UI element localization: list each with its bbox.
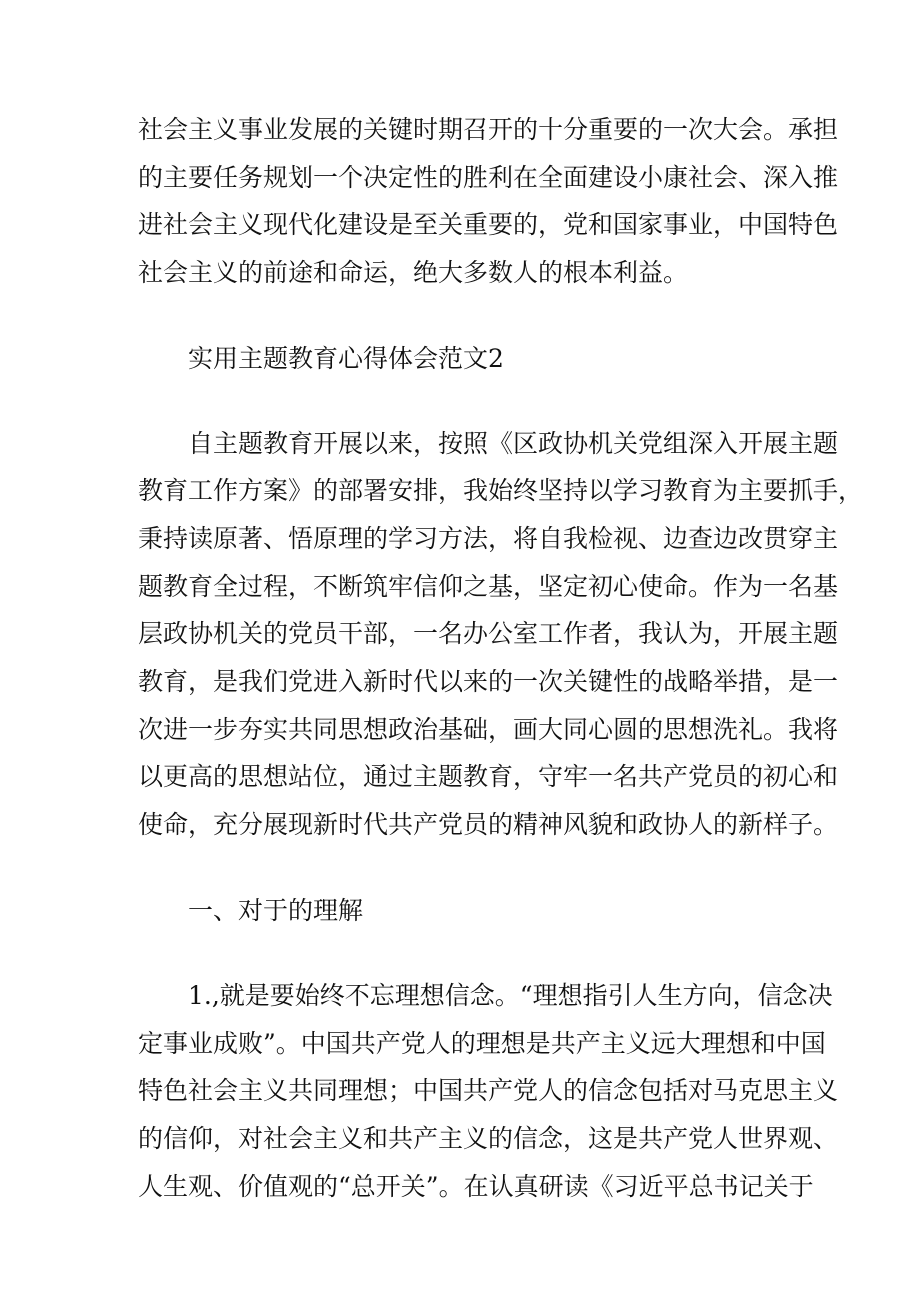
text-line: 层政协机关的党员干部，一名办公室工作者，我认为，开展主题: [138, 619, 839, 648]
text-line: 特色社会主义共同理想；中国共产党人的信念包括对马克思主义: [138, 1076, 839, 1105]
text-line: 社会主义的前途和命运，绝大多数人的根本利益。: [138, 258, 689, 287]
text-line: 进社会主义现代化建设是至关重要的，党和国家事业，中国特色: [138, 210, 839, 239]
text-line: 教育，是我们党进入新时代以来的一次关键性的战略举措，是一: [138, 667, 839, 696]
text-line: 1.,就是要始终不忘理想信念。“理想指引人生方向，信念决: [188, 981, 833, 1010]
text-line: 次进一步夯实共同思想政治基础，画大同心圆的思想洗礼。我将: [138, 715, 839, 744]
text-line: 秉持读原著、悟原理的学习方法，将自我检视、边查边改贯穿主: [138, 524, 839, 553]
text-line: 的信仰，对社会主义和共产主义的信念，这是共产党人世界观、: [138, 1124, 839, 1153]
text-line: 人生观、价值观的“总开关”。在认真研读《习近平总书记关于: [138, 1172, 814, 1201]
text-line: 以更高的思想站位，通过主题教育，守牢一名共产党员的初心和: [138, 762, 839, 791]
section-heading: 实用主题教育心得体会范文2: [188, 344, 504, 373]
text-line: 教育工作方案》的部署安排，我始终坚持以学习教育为主要抓手，: [138, 476, 864, 505]
section-heading: 一、对于的理解: [188, 896, 364, 925]
text-line: 自主题教育开展以来，按照《区政协机关党组深入开展主题: [188, 429, 839, 458]
text-line: 社会主义事业发展的关键时期召开的十分重要的一次大会。承担: [138, 115, 839, 144]
text-line: 题教育全过程，不断筑牢信仰之基，坚定初心使命。作为一名基: [138, 572, 839, 601]
text-line: 的主要任务规划一个决定性的胜利在全面建设小康社会、深入推: [138, 163, 839, 192]
text-line: 定事业成败”。中国共产党人的理想是共产主义远大理想和中国: [138, 1029, 826, 1058]
text-line: 使命，充分展现新时代共产党员的精神风貌和政协人的新样子。: [138, 810, 839, 839]
